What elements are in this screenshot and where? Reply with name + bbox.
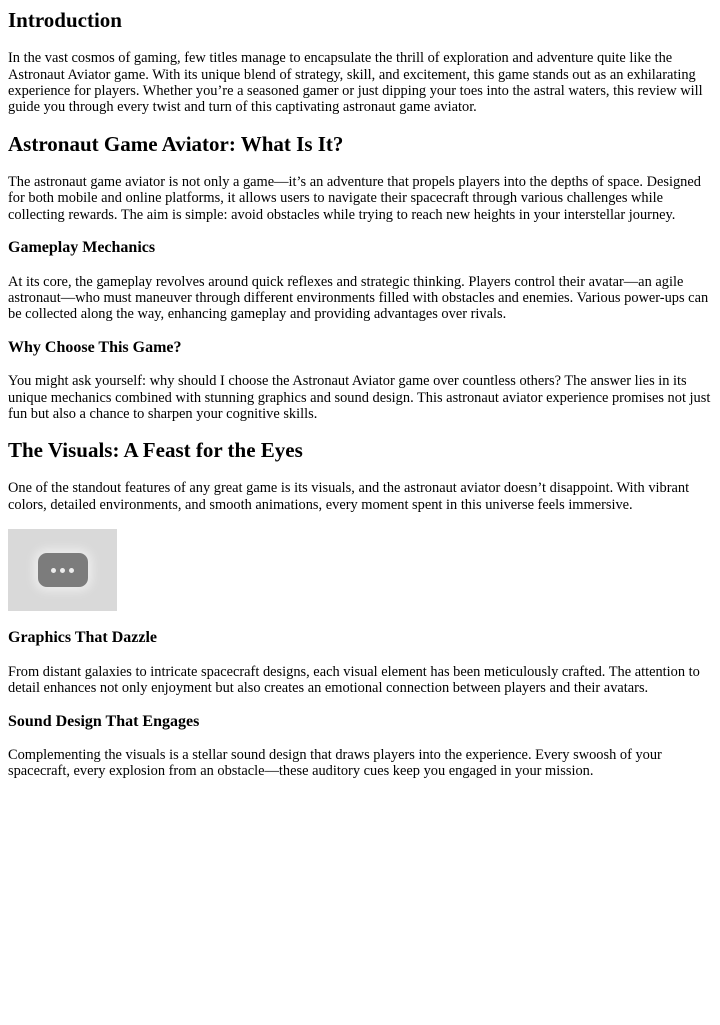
dot-icon [51, 568, 56, 573]
heading-graphics: Graphics That Dazzle [8, 629, 158, 647]
heading-introduction: Introduction [8, 8, 122, 32]
section-why-choose [8, 339, 712, 423]
section-visuals [8, 438, 712, 611]
section-graphics [8, 629, 712, 696]
paragraph-introduction: In the vast cosmos of gaming, few titles manage to encapsulate the thrill of exploration and adventure quite like the Astronaut Aviator game. With its unique blend of strategy, skill, and excitement, this game stands out as an exhilarating experience for players. Whether you’re a seasoned gamer or just dipping your toes into the astral waters, this review will guide you through every twist and turn of this captivating astronaut game aviator. [8, 50, 703, 116]
paragraph-what-is-it: The astronaut game aviator is not only a game—it’s an adventure that propels players into the depths of space. Designed for both mobile and online platforms, it allows users to navigate their spacecraft through various challenges while collecting rewards. The aim is simple: avoid obstacles while trying to reach new heights in your interstellar journey. [8, 173, 701, 223]
section-introduction [8, 8, 712, 116]
paragraph-graphics: From distant galaxies to intricate spacecraft designs, each visual element has been meticulously crafted. The attention to detail enhances not only enjoyment but also creates an emotional connection between players and their avatars. [8, 663, 700, 697]
dot-icon [60, 568, 65, 573]
article [0, 8, 720, 780]
paragraph-why-choose: You might ask yourself: why should I choose the Astronaut Aviator game over countless others? The answer lies in its unique mechanics combined with stunning graphics and sound design. This astronaut aviator experience promises not just fun but also a chance to sharpen your cognitive skills. [8, 373, 711, 422]
dot-icon [69, 568, 74, 573]
heading-why-choose: Why Choose This Game? [8, 338, 182, 356]
paragraph-gameplay-mechanics: At its core, the gameplay revolves around quick reflexes and strategic thinking. Players control their avatar—an agile astronaut—who must maneuver through different environments filled with obstacles and enemies. Various power-ups can be collected along the way, enhancing gameplay and providing advantages over rivals. [8, 273, 709, 323]
heading-what-is-it: Astronaut Game Aviator: What Is It? [8, 131, 344, 156]
paragraph-sound: Complementing the visuals is a stellar sound design that draws players into the experience. Every swoosh of your spacecraft, every explosion from an obstacle—these auditory cues keep you engaged in your mission. [8, 746, 662, 780]
media-placeholder[interactable] [8, 529, 117, 611]
heading-visuals: The Visuals: A Feast for the Eyes [8, 438, 303, 463]
section-what-is-it [8, 132, 712, 223]
section-gameplay [8, 239, 712, 323]
more-icon[interactable] [38, 553, 88, 587]
section-sound [8, 713, 712, 780]
heading-gameplay-mechanics: Gameplay Mechanics [8, 239, 156, 257]
paragraph-visuals: One of the standout features of any great game is its visuals, and the astronaut aviator doesn’t disappoint. With vibrant colors, detailed environments, and smooth animations, every moment spent in this universe feels immersive. [8, 480, 690, 513]
heading-sound: Sound Design That Engages [8, 712, 200, 730]
